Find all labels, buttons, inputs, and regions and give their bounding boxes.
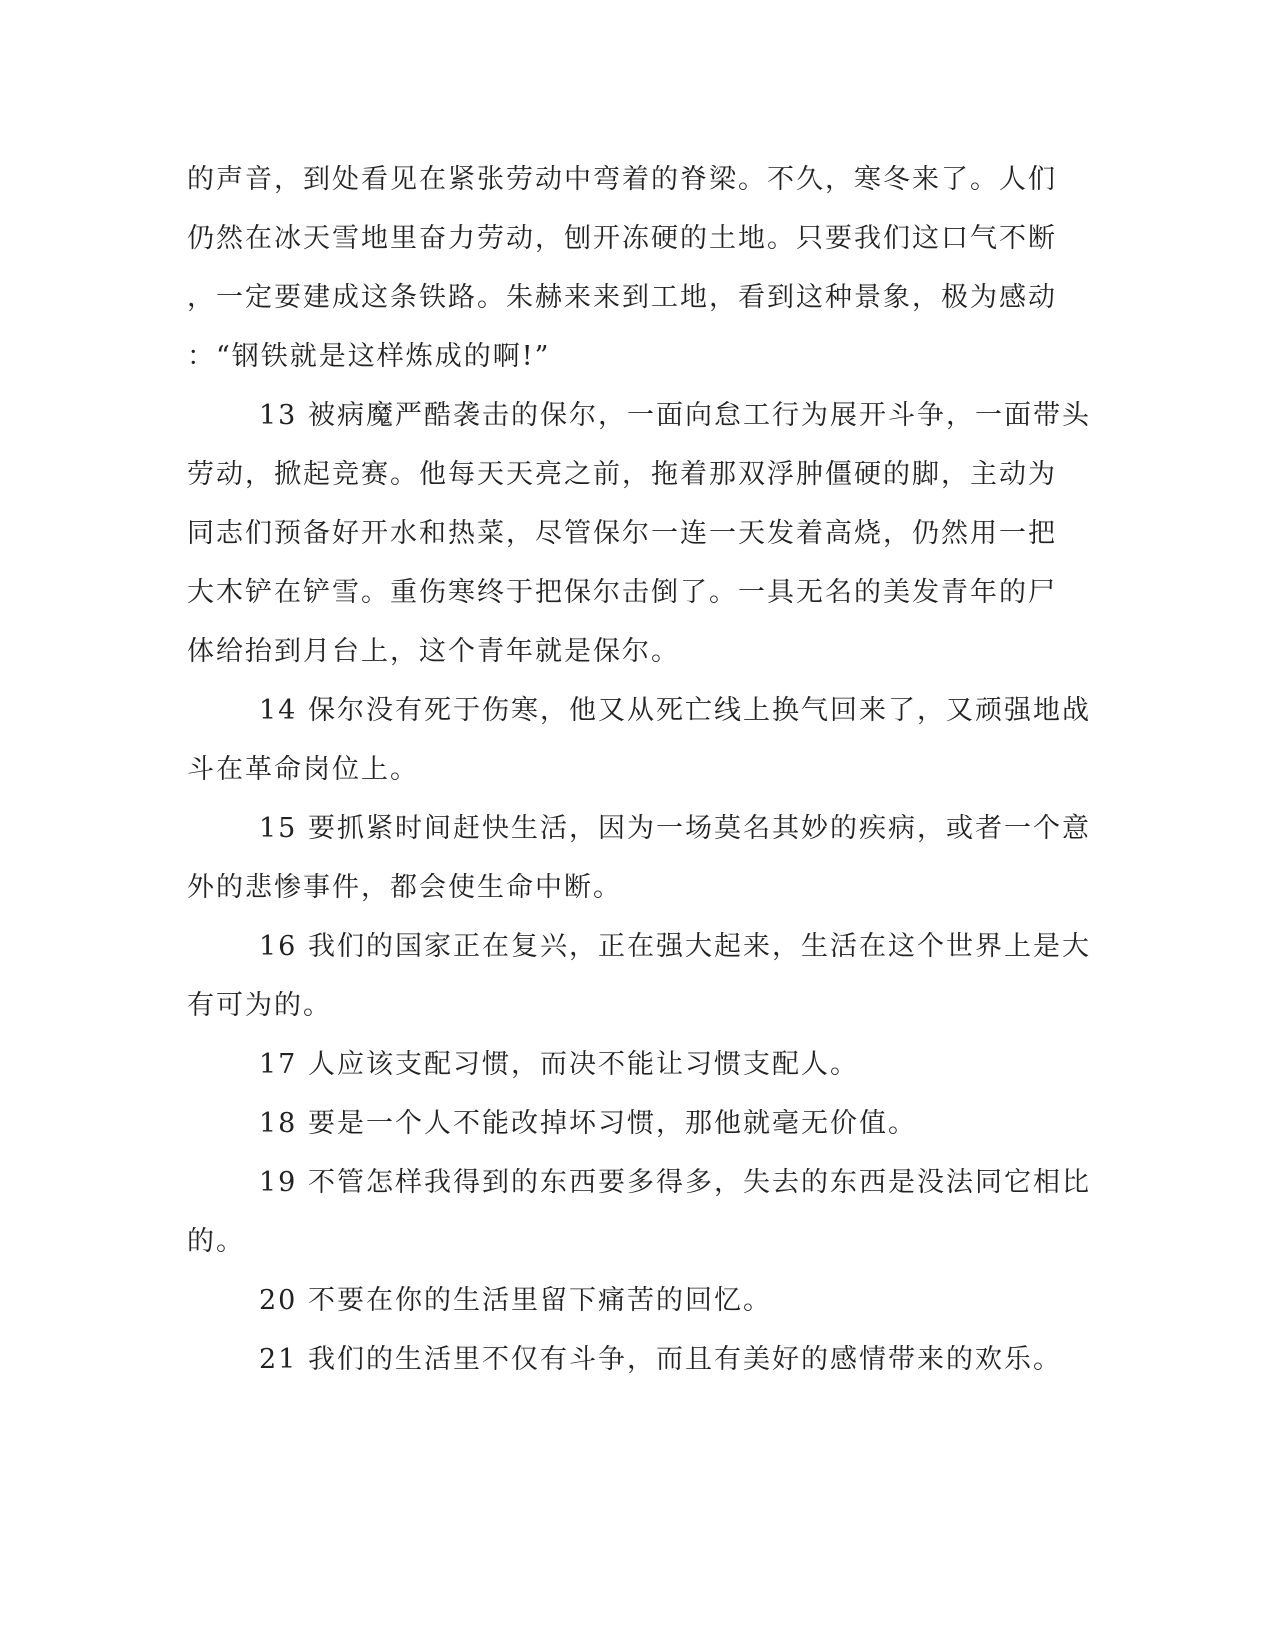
text-line: 的声音，到处看见在紧张劳动中弯着的脊梁。不久，寒冬来了。人们 (187, 164, 1057, 195)
paragraph-19-start: 19 不管怎样我得到的东西要多得多，失去的东西是没法同它相比 (259, 1167, 1091, 1198)
text-line: ，一定要建成这条铁路。朱赫来来到工地，看到这种景象，极为感动 (187, 282, 1057, 313)
text-line: 仍然在冰天雪地里奋力劳动，刨开冻硬的土地。只要我们这口气不断 (187, 223, 1057, 254)
paragraph-20: 20 不要在你的生活里留下痛苦的回忆。 (259, 1285, 772, 1316)
paragraph-15-start: 15 要抓紧时间赶快生活，因为一场莫名其妙的疾病，或者一个意 (259, 813, 1091, 844)
text-line: ：“钢铁就是这样炼成的啊!” (187, 341, 551, 372)
text-line: 体给抬到月台上，这个青年就是保尔。 (187, 636, 680, 667)
text-line: 斗在革命岗位上。 (187, 754, 419, 785)
text-line: 劳动，掀起竞赛。他每天天亮之前，拖着那双浮肿僵硬的脚，主动为 (187, 459, 1057, 490)
text-line: 有可为的。 (187, 990, 332, 1021)
paragraph-21: 21 我们的生活里不仅有斗争，而且有美好的感情带来的欢乐。 (259, 1344, 1062, 1375)
text-line: 大木铲在铲雪。重伤寒终于把保尔击倒了。一具无名的美发青年的尸 (187, 577, 1057, 608)
paragraph-13-start: 13 被病魔严酷袭击的保尔，一面向怠工行为展开斗争，一面带头 (259, 400, 1091, 431)
paragraph-16-start: 16 我们的国家正在复兴，正在强大起来，生活在这个世界上是大 (259, 931, 1091, 962)
paragraph-14-start: 14 保尔没有死于伤寒，他又从死亡线上换气回来了，又顽强地战 (259, 695, 1091, 726)
paragraph-18: 18 要是一个人不能改掉坏习惯，那他就毫无价值。 (259, 1108, 917, 1139)
text-line: 同志们预备好开水和热菜，尽管保尔一连一天发着高烧，仍然用一把 (187, 518, 1057, 549)
text-line: 外的悲惨事件，都会使生命中断。 (187, 872, 622, 903)
text-line: 的。 (187, 1226, 245, 1257)
paragraph-17: 17 人应该支配习惯，而决不能让习惯支配人。 (259, 1049, 859, 1080)
